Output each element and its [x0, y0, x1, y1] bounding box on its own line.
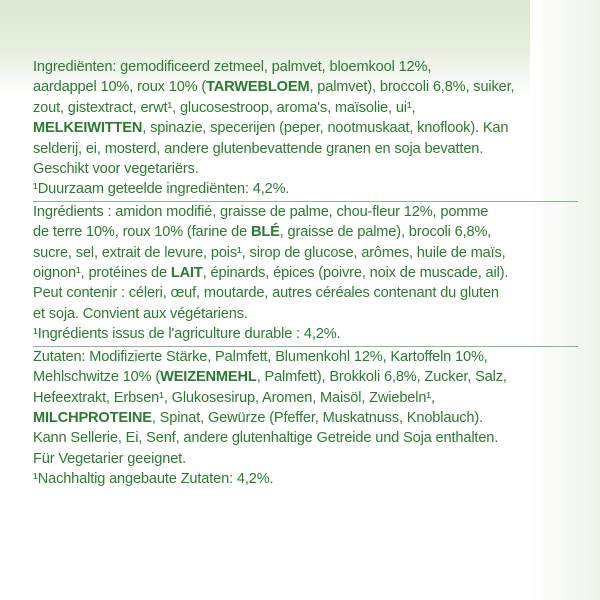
- text-segment: , Spinat, Gewürze (Pfeffer, Muskatnuss, Knoblauch).: [151, 409, 484, 426]
- french-line-2: [33, 222, 573, 242]
- text-segment: de terre 10%, roux 10% (farine de: [33, 224, 251, 241]
- section-french: [33, 202, 573, 345]
- dutch-line-1: [33, 57, 573, 77]
- french-line-5: [33, 283, 573, 303]
- french-line-3: [33, 243, 573, 263]
- ingredients-text-block: [33, 57, 573, 490]
- text-segment: ¹Nachhaltig angebaute Zutaten: 4,2%.: [33, 471, 274, 488]
- text-segment: et soja. Convient aux végétariens.: [33, 305, 248, 322]
- dutch-line-3: [33, 98, 573, 118]
- dutch-line-5: [33, 139, 573, 159]
- text-segment: Ingrediënten: gemodificeerd zetmeel, palmvet, bloemkool 12%,: [33, 59, 432, 75]
- text-segment: , Palmfett), Brokkoli 6,8%, Zucker, Salz,: [256, 369, 507, 386]
- text-segment: Geschikt voor vegetariërs.: [33, 161, 199, 178]
- text-segment: , spinazie, specerijen (peper, nootmuskaat, knoflook). Kan: [142, 120, 509, 137]
- allergen-highlight: WEIZENMEHL: [160, 369, 257, 386]
- text-segment: zout, gistextract, erwt¹, glucosestroop, aroma's, maïsolie, ui¹,: [33, 99, 416, 116]
- french-line-4: [33, 263, 573, 283]
- text-segment: , graisse de palme), brocoli 6,8%,: [279, 224, 492, 241]
- german-line-2: [33, 367, 573, 387]
- text-segment: sucre, sel, extrait de levure, pois¹, sirop de glucose, arômes, huile de maïs,: [33, 244, 506, 261]
- text-segment: ¹Ingrédients issus de l'agriculture durable : 4,2%.: [33, 326, 341, 343]
- text-segment: Ingrédients : amidon modifié, graisse de palme, chou-fleur 12%, pomme: [33, 203, 489, 220]
- french-line-7: [33, 324, 573, 344]
- allergen-highlight: MILCHPROTEINE: [33, 409, 152, 426]
- section-german: [33, 347, 573, 490]
- divider-dutch-french: [33, 201, 578, 202]
- divider-french-german: [33, 346, 578, 347]
- allergen-highlight: LAIT: [170, 265, 203, 282]
- text-segment: Peut contenir : céleri, œuf, moutarde, autres céréales contenant du gluten: [33, 285, 499, 302]
- dutch-line-6: [33, 159, 573, 179]
- german-line-7: [33, 469, 573, 489]
- text-segment: oignon¹, protéines de: [33, 265, 171, 282]
- text-segment: aardappel 10%, roux 10% (: [33, 79, 207, 96]
- dutch-line-2: [33, 77, 573, 97]
- dutch-line-4: [33, 118, 573, 138]
- section-dutch: [33, 57, 573, 200]
- german-line-4: [33, 408, 573, 428]
- allergen-highlight: BLÉ: [250, 224, 280, 241]
- text-segment: Für Vegetarier geeignet.: [33, 450, 186, 467]
- german-line-5: [33, 428, 573, 448]
- text-segment: Hefeextrakt, Erbsen¹, Glukosesirup, Aromen, Maisöl, Zwiebeln¹,: [33, 389, 435, 406]
- text-segment: , épinards, épices (poivre, noix de muscade, ail).: [202, 265, 509, 282]
- german-line-3: [33, 388, 573, 408]
- french-line-6: [33, 304, 573, 324]
- text-segment: ¹Duurzaam geteelde ingrediënten: 4,2%.: [33, 181, 290, 198]
- german-line-6: [33, 449, 573, 469]
- dutch-line-7: [33, 179, 573, 199]
- text-segment: Zutaten: Modifizierte Stärke, Palmfett, Blumenkohl 12%, Kartoffeln 10%,: [33, 348, 488, 365]
- text-segment: Mehlschwitze 10% (: [33, 369, 161, 386]
- text-segment: , palmvet), broccoli 6,8%, suiker,: [309, 79, 515, 96]
- text-segment: selderij, ei, mosterd, andere glutenbevattende granen en soja bevatten.: [33, 140, 484, 157]
- allergen-highlight: TARWEBLOEM: [206, 79, 310, 96]
- french-line-1: [33, 202, 573, 222]
- german-line-1: [33, 347, 573, 367]
- text-segment: Kann Sellerie, Ei, Senf, andere glutenhaltige Getreide und Soja enthalten.: [33, 430, 499, 447]
- allergen-highlight: MELKEIWITTEN: [33, 120, 143, 137]
